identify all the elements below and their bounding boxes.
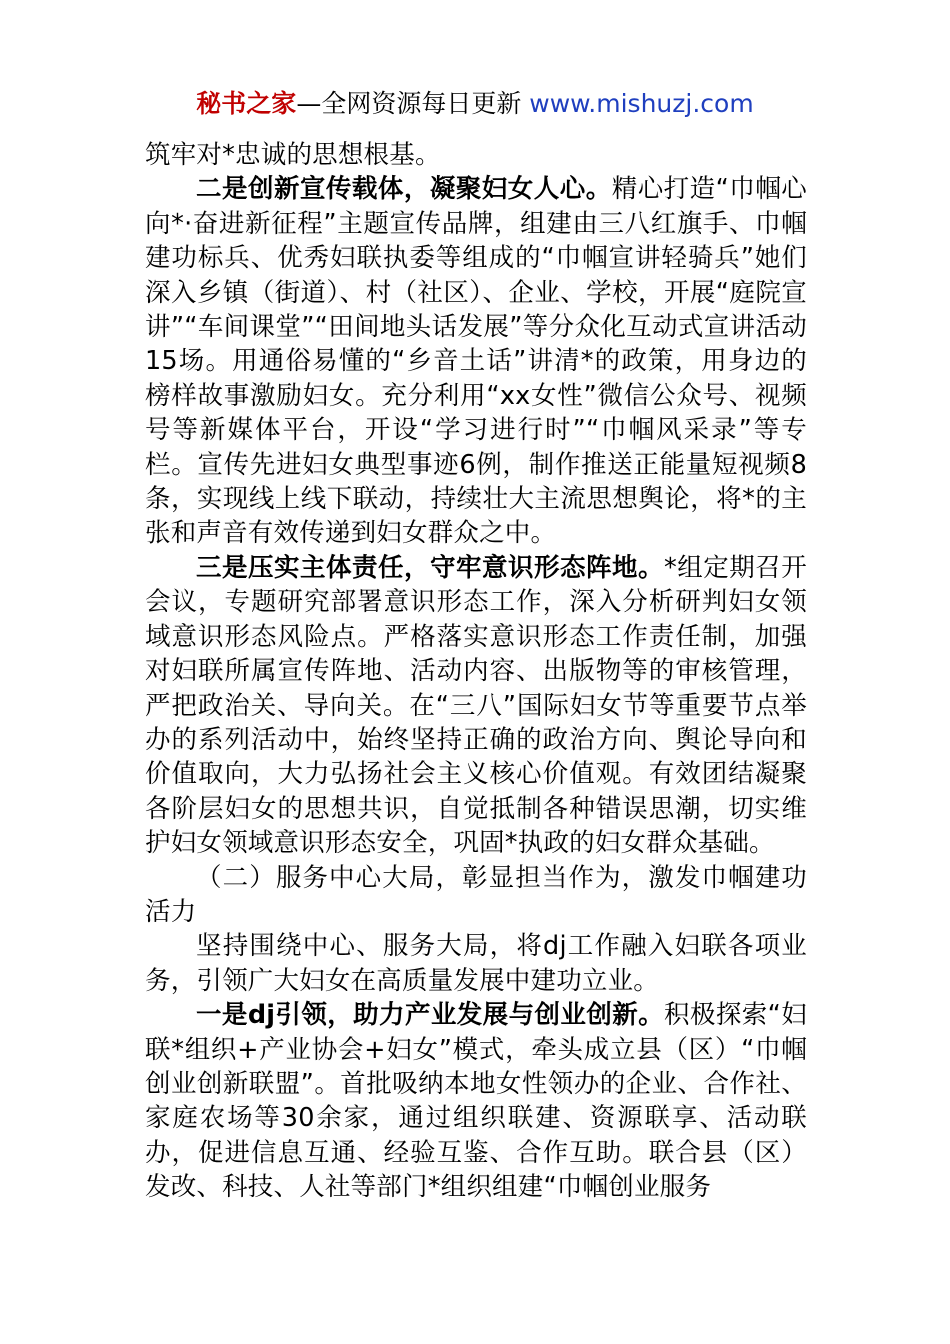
paragraph-lead-heading: 一是dj引领，助力产业发展与创业创新。	[196, 1000, 665, 1031]
paragraph-continuation: 筑牢对*忠诚的思想根基。	[145, 140, 441, 170]
site-brand: 秘书之家	[196, 89, 297, 118]
paragraph-text: 积极探索“妇联*组织+产业协会+妇女”模式，牵头成立县（区）“巾帼创业创新联盟”。首批吸纳本地女性领办的企业、合作社、家庭农场等30余家，通过组织联建、资源联享、活动联办，促进信息互通、经验互鉴、合作互助。联合县（区）发改、科技、人社等部门*组织组建“巾帼创业服务	[145, 1000, 807, 1203]
paragraph-item-3	[145, 551, 807, 861]
section-heading: （二）服务中心大局，彰显担当作为，激发巾帼建功活力	[145, 862, 807, 927]
header-dash: —	[296, 89, 322, 118]
header-slogan: 全网资源每日更新	[321, 89, 530, 118]
site-header	[0, 86, 950, 122]
paragraph-item-2	[145, 172, 807, 550]
site-url-link[interactable]: www.mishuzj.com	[529, 89, 754, 118]
paragraph-text: 精心打造“巾帼心向*·奋进新征程”主题宣传品牌，组建由三八红旗手、巾帼建功标兵、优秀妇联执委等组成的“巾帼宣讲轻骑兵”她们深入乡镇（街道）、村（社区）、企业、学校，开展“庭院宣讲”“车间课堂”“田间地头话发展”等分众化互动式宣讲活动15场。用通俗易懂的“乡音土话”讲清*的政策，用身边的榜样故事激励妇女。充分利用“xx女性”微信公众号、视频号等新媒体平台，开设“学习进行时”“巾帼风采录”等专栏。宣传先进妇女典型事迹6例，制作推送正能量短视频8条，实现线上线下联动，持续壮大主流思想舆论，将*的主张和声音有效传递到妇女群众之中。	[145, 174, 808, 549]
document-body	[145, 138, 807, 1205]
paragraph-lead-heading: 三是压实主体责任，守牢意识形态阵地。	[196, 552, 665, 583]
paragraph-item-1	[145, 998, 807, 1204]
paragraph-lead-heading: 二是创新宣传载体，凝聚妇女人心。	[196, 174, 612, 205]
paragraph-text: *组定期召开会议，专题研究部署意识形态工作，深入分析研判妇女领域意识形态风险点。严格落实意识形态工作责任制，加强对妇联所属宣传阵地、活动内容、出版物等的审核管理，严把政治关、导向关。在“三八”国际妇女节等重要节点举办的系列活动中，始终坚持正确的政治方向、舆论导向和价值取向，大力弘扬社会主义核心价值观。有效团结凝聚各阶层妇女的思想共识，自觉抵制各种错误思潮，切实维护妇女领域意识形态安全，巩固*执政的妇女群众基础。	[145, 552, 807, 859]
section-intro-paragraph: 坚持围绕中心、服务大局，将dj工作融入妇联各项业务，引领广大妇女在高质量发展中建功立业。	[145, 931, 807, 996]
